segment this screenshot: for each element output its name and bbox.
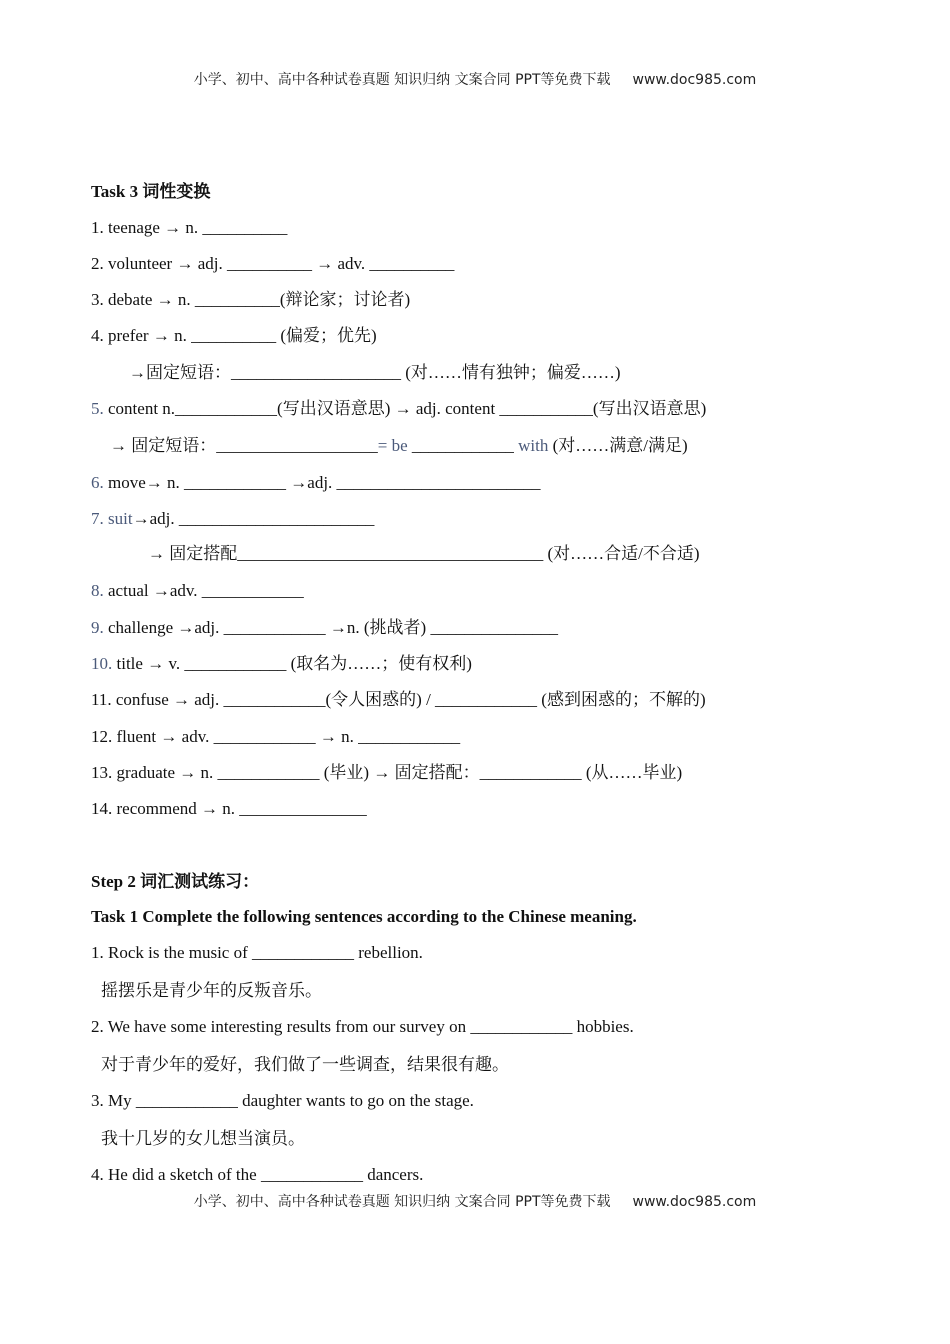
sentence-2: 2. We have some interesting results from our survey on ____________ hobbies. — [91, 1017, 634, 1036]
page-header — [0, 69, 950, 89]
task3-line-5 — [91, 398, 706, 420]
item-text: title → v. ____________ (取名为……；使有权利) — [112, 654, 472, 673]
task3-line-7 — [91, 508, 374, 530]
item-text: content n.____________(写出汉语意思) → adj. content ___________(写出汉语意思) — [103, 399, 707, 418]
item-text: →adj. _______________________ — [132, 509, 375, 528]
task3-line-4: 4. prefer → n. __________ (偏爱；优先) — [91, 326, 377, 345]
step2-title: Step 2 词汇测试练习： — [91, 872, 260, 891]
task3-line-12: 12. fluent → adv. ____________ → n. ____________ — [91, 727, 461, 746]
task3-line-6 — [91, 472, 541, 494]
task3-line-8 — [91, 580, 304, 602]
sentence-4: 4. He did a sketch of the ____________ dancers. — [91, 1165, 424, 1184]
task3-line-3: 3. debate → n. __________(辩论家；讨论者) — [91, 290, 411, 309]
sentence-3-translation: 我十几岁的女儿想当演员。 — [101, 1129, 305, 1148]
task3-line-2: 2. volunteer → adj. __________ → adv. __________ — [91, 254, 455, 273]
item-number: 7. suit — [91, 509, 133, 528]
header-site-link[interactable]: www.doc985.com — [632, 72, 757, 88]
task3-line-9 — [91, 617, 558, 639]
sentence-1: 1. Rock is the music of ____________ rebellion. — [91, 943, 423, 962]
blank-text: ____________ — [407, 436, 519, 455]
item-text: challenge →adj. ____________ →n. (挑战者) _______________ — [103, 618, 558, 637]
item-number: 10. — [91, 654, 113, 673]
item-number: 8. — [91, 581, 104, 600]
be-text: = be — [377, 436, 408, 455]
sentence-3: 3. My ____________ daughter wants to go on the stage. — [91, 1091, 474, 1110]
item-text: actual →adv. ____________ — [103, 581, 304, 600]
task3-line-1: 1. teenage → n. __________ — [91, 218, 288, 237]
task3-line-13: 13. graduate → n. ____________ (毕业) → 固定搭配：____________ (从……毕业) — [91, 763, 683, 782]
sentence-1-translation: 摇摆乐是青少年的反叛音乐。 — [101, 981, 322, 1000]
page-footer — [0, 1191, 950, 1211]
task3-line-11: 11. confuse → adj. ____________(令人困惑的) / ____________ (感到困惑的；不解的) — [91, 690, 706, 709]
task3-line-14: 14. recommend → n. _______________ — [91, 799, 367, 818]
task3-line-5-phrase — [110, 435, 688, 457]
footer-site-link[interactable]: www.doc985.com — [632, 1194, 757, 1210]
sentence-2-translation: 对于青少年的爱好，我们做了一些调查，结果很有趣。 — [101, 1055, 509, 1074]
task3-line-4-phrase: →固定短语：____________________ (对……情有独钟；偏爱……) — [129, 363, 621, 382]
meaning-text: (对……满意/满足) — [548, 436, 688, 455]
item-number: 6. — [91, 473, 104, 492]
footer-text: 小学、初中、高中各种试卷真题 知识归纳 文案合同 PPT等免费下载 — [193, 1194, 611, 1210]
task3-title: Task 3 词性变换 — [91, 182, 211, 201]
item-number: 9. — [91, 618, 104, 637]
item-text: move→ n. ____________ →adj. ________________________ — [103, 473, 541, 492]
task1-title: Task 1 Complete the following sentences according to the Chinese meaning. — [91, 907, 637, 926]
item-number: 5. — [91, 399, 104, 418]
task3-line-7-phrase: → 固定搭配____________________________________ (对……合适/不合适) — [148, 544, 700, 563]
task3-line-10 — [91, 653, 472, 675]
header-text: 小学、初中、高中各种试卷真题 知识归纳 文案合同 PPT等免费下载 — [193, 72, 611, 88]
phrase-text: → 固定短语：___________________ — [110, 436, 378, 455]
with-text: with — [518, 436, 549, 455]
